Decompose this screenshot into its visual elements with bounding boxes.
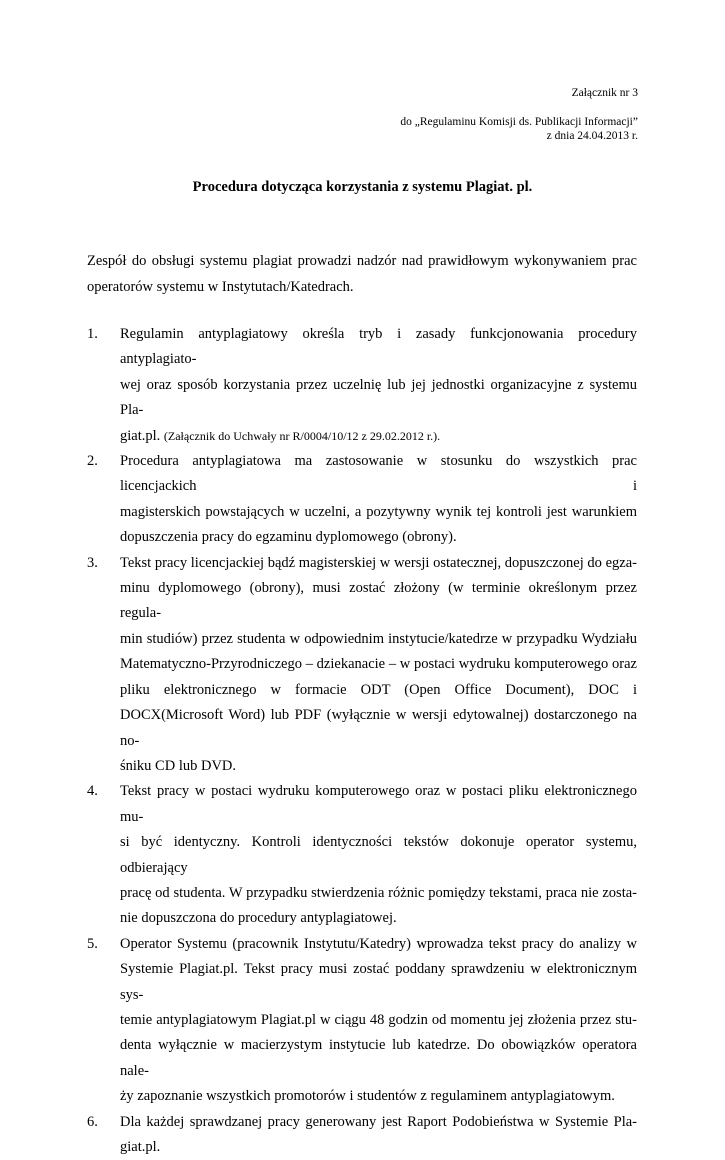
item-line: wej oraz sposób korzystania przez uczelnię lub jej jednostki organizacyjne z systemu Pla-	[120, 376, 637, 419]
item-line: giat.pl.	[120, 427, 161, 444]
list-item	[87, 779, 637, 931]
item-line: nie dopuszczona do procedury antyplagiatowej.	[120, 910, 397, 927]
item-line: Tekst pracy w postaci wydruku komputerowego oraz w postaci pliku elektronicznego mu-	[120, 783, 637, 825]
item-line: si być identyczny. Kontroli identyczności tekstów dokonuje operator systemu, odbierający	[120, 834, 637, 876]
intro-line: operatorów systemu w Instytutach/Katedrach.	[87, 278, 354, 295]
resolution-reference: (Załącznik do Uchwały nr R/0004/10/12 z 29.02.2012 r.).	[163, 428, 441, 443]
list-item	[87, 449, 637, 551]
list-item	[87, 322, 637, 449]
list-item	[87, 932, 637, 1110]
item-number: 6.	[87, 1113, 98, 1130]
attachment-number: Załącznik nr 3	[571, 87, 638, 99]
item-number: 4.	[87, 783, 98, 800]
item-line: dopuszczenia pracy do egzaminu dyplomowego (obrony).	[120, 529, 457, 546]
attachment-reference	[400, 115, 638, 143]
intro-paragraph	[87, 249, 637, 300]
item-line: Systemie Plagiat.pl. Tekst pracy musi zostać poddany sprawdzeniu w elektronicznym sys-	[120, 961, 637, 1003]
item-line: śniku CD lub DVD.	[120, 757, 237, 774]
item-line: minu dyplomowego (obrony), musi zostać złożony (w terminie określonym przez regula-	[120, 580, 637, 622]
item-line: Matematyczno-Przyrodniczego – dziekanacie – w postaci wydruku komputerowego oraz	[120, 656, 637, 673]
item-line: Operator Systemu (pracownik Instytutu/Katedry) wprowadza tekst pracy do analizy w	[120, 935, 637, 952]
item-line: giat.pl.	[120, 1139, 161, 1155]
item-number: 5.	[87, 935, 98, 952]
item-line: DOCX(Microsoft Word) lub PDF (wyłącznie w wersji edytowalnej) dostarczonego na no-	[120, 707, 637, 749]
item-line: pliku elektronicznego w formacie ODT (Open Office Document), DOC i	[120, 681, 637, 698]
list-item	[87, 551, 637, 780]
procedure-list	[87, 322, 637, 1160]
item-line: Regulamin antyplagiatowy określa tryb i zasady funkcjonowania procedury antyplagiato-	[120, 326, 637, 368]
item-number: 3.	[87, 554, 98, 571]
item-line: Tekst pracy licencjackiej bądź magisterskiej w wersji ostatecznej, dopuszczonej do egza-	[120, 554, 637, 571]
item-number: 1.	[87, 326, 98, 342]
item-line: min studiów) przez studenta w odpowiednim instytucie/katedrze w przypadku Wydziału	[120, 630, 637, 647]
item-line: Dla każdej sprawdzanej pracy generowany jest Raport Podobieństwa w Systemie Pla-	[120, 1113, 637, 1130]
item-line: denta wyłącznie w macierzystym instytucie lub katedrze. Do obowiązków operatora nale-	[120, 1037, 637, 1079]
regulation-reference: do „Regulaminu Komisji ds. Publikacji Informacji”	[400, 116, 638, 128]
item-line: Procedura antyplagiatowa ma zastosowanie w stosunku do wszystkich prac licencjackich i	[120, 453, 637, 495]
item-line: pracę od studenta. W przypadku stwierdzenia różnic pomiędzy tekstami, praca nie zosta-	[120, 884, 637, 901]
regulation-date: z dnia 24.04.2013 r.	[546, 130, 638, 142]
item-number: 2.	[87, 453, 98, 470]
document-title: Procedura dotycząca korzystania z systemu Plagiat. pl.	[192, 179, 533, 195]
list-item	[87, 1110, 637, 1160]
item-line: temie antyplagiatowym Plagiat.pl w ciągu 48 godzin od momentu jej złożenia przez stu-	[120, 1011, 637, 1028]
item-line: magisterskich powstających w uczelni, a pozytywny wynik tej kontroli jest warunkiem	[120, 503, 637, 520]
item-line: ży zapoznanie wszystkich promotorów i studentów z regulaminem antyplagiatowym.	[120, 1088, 615, 1105]
intro-line: Zespół do obsługi systemu plagiat prowadzi nadzór nad prawidłowym wykonywaniem prac	[87, 253, 637, 269]
